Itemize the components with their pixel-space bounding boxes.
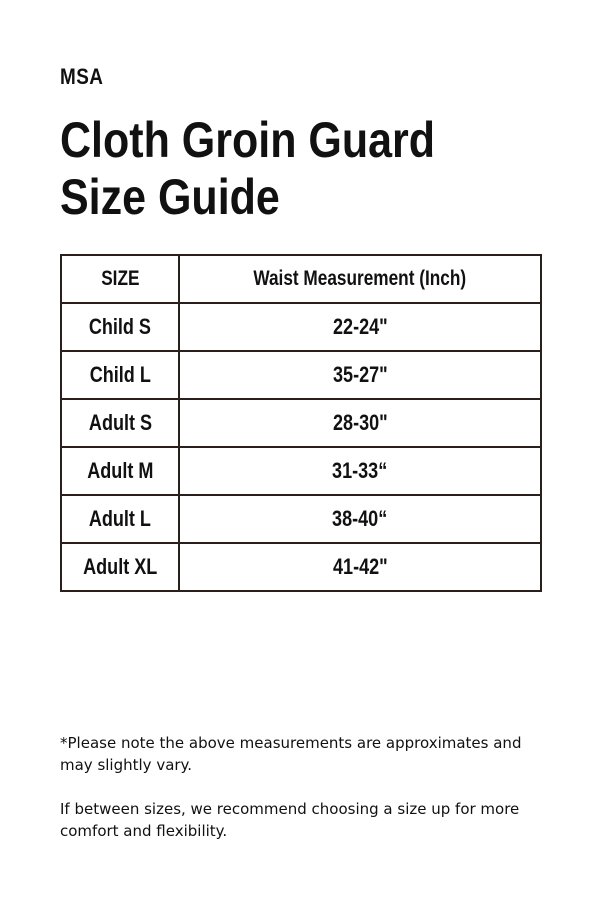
size-cell: Child S <box>61 303 179 351</box>
size-table <box>60 254 542 592</box>
table-row <box>61 399 541 447</box>
table-row <box>61 351 541 399</box>
notes-section <box>60 732 550 864</box>
waist-cell: 38-40“ <box>179 495 541 543</box>
waist-cell: 41-42" <box>179 543 541 591</box>
table-row <box>61 303 541 351</box>
size-cell: Adult S <box>61 399 179 447</box>
size-cell: Child L <box>61 351 179 399</box>
sizing-recommendation: If between sizes, we recommend choosing a size up for more comfort and flexibility. <box>60 800 520 840</box>
table-header-row <box>61 255 541 303</box>
table-row <box>61 447 541 495</box>
column-header-size: SIZE <box>61 255 179 303</box>
column-header-waist: Waist Measurement (Inch) <box>179 255 541 303</box>
waist-cell: 22-24" <box>179 303 541 351</box>
table-row <box>61 495 541 543</box>
size-cell: Adult L <box>61 495 179 543</box>
size-cell: Adult M <box>61 447 179 495</box>
title-line-2: Size Guide <box>60 169 280 225</box>
waist-cell: 35-27" <box>179 351 541 399</box>
size-cell: Adult XL <box>61 543 179 591</box>
measurement-disclaimer: *Please note the above measurements are approximates and may slightly vary. <box>60 734 522 774</box>
table-row <box>61 543 541 591</box>
title-line-1: Cloth Groin Guard <box>60 112 436 168</box>
waist-cell: 31-33“ <box>179 447 541 495</box>
waist-cell: 28-30" <box>179 399 541 447</box>
brand-logo: MSA <box>60 64 104 89</box>
page-title <box>60 112 435 226</box>
